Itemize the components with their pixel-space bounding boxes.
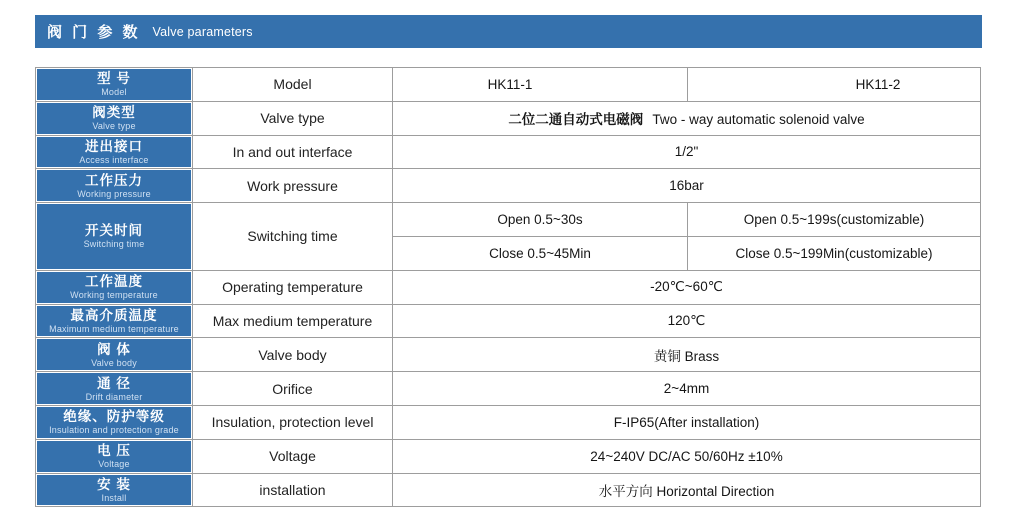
- zh-label: 阀 体: [97, 341, 131, 357]
- cell-en-working-temperature: Operating temperature: [193, 270, 393, 304]
- zh-sublabel: Maximum medium temperature: [49, 323, 179, 334]
- zh-label: 工作压力: [85, 172, 143, 188]
- cell-en-switching-time: Switching time: [193, 203, 393, 271]
- cell-value-close-hk11-2: Close 0.5~199Min(customizable): [688, 236, 981, 270]
- cell-value-close-hk11-1: Close 0.5~45Min: [393, 236, 688, 270]
- zh-header-valve-body: [37, 339, 191, 370]
- cell-value-work-pressure: 16bar: [393, 169, 981, 203]
- cell-value-open-hk11-1: Open 0.5~30s: [393, 203, 688, 237]
- row-work-pressure: [36, 169, 981, 203]
- row-orifice: [36, 372, 981, 406]
- row-insulation: [36, 405, 981, 439]
- cell-zh-model: [36, 68, 193, 102]
- row-model: [36, 68, 981, 102]
- row-valve-body: [36, 338, 981, 372]
- cell-en-work-pressure: Work pressure: [193, 169, 393, 203]
- zh-header-voltage: [37, 441, 191, 472]
- cell-value-voltage: 24~240V DC/AC 50/60Hz ±10%: [393, 439, 981, 473]
- zh-label: 开关时间: [85, 223, 143, 239]
- zh-sublabel: Access interface: [79, 154, 149, 165]
- cell-value-working-temperature: -20℃~60℃: [393, 270, 981, 304]
- section-header: [35, 15, 982, 48]
- model-1-value: HK11-1: [487, 76, 533, 92]
- row-valve-type: [36, 101, 981, 135]
- model-2-value: HK11-2: [855, 76, 901, 92]
- zh-sublabel: Install: [101, 492, 127, 503]
- valve-parameters-table: [35, 67, 981, 507]
- section-title-en: Valve parameters: [152, 24, 253, 39]
- cell-en-orifice: Orifice: [193, 372, 393, 406]
- zh-header-model: [37, 69, 191, 100]
- row-working-temperature: [36, 270, 981, 304]
- zh-header-orifice: [37, 373, 191, 404]
- cell-value-insulation: F-IP65(After installation): [393, 405, 981, 439]
- cell-value-valve-body: 黄铜 Brass: [393, 338, 981, 372]
- cell-en-voltage: Voltage: [193, 439, 393, 473]
- cell-value-valve-type: [393, 101, 981, 135]
- cell-en-model: Model: [193, 68, 393, 102]
- zh-sublabel: Valve body: [91, 357, 137, 368]
- row-switching-time-open: [36, 203, 981, 237]
- zh-header-install: [37, 475, 191, 506]
- cell-en-valve-body: Valve body: [193, 338, 393, 372]
- zh-sublabel: Working pressure: [77, 188, 151, 199]
- row-interface: [36, 135, 981, 169]
- valve-type-value-en: Two - way automatic solenoid valve: [652, 112, 865, 128]
- cell-en-interface: In and out interface: [193, 135, 393, 169]
- cell-zh-insulation: [36, 405, 193, 439]
- cell-zh-orifice: [36, 372, 193, 406]
- cell-zh-valve-type: [36, 101, 193, 135]
- zh-header-valve-type: [37, 103, 191, 134]
- cell-zh-valve-body: [36, 338, 193, 372]
- cell-zh-working-temperature: [36, 270, 193, 304]
- cell-value-open-hk11-2: Open 0.5~199s(customizable): [688, 203, 981, 237]
- zh-header-work-pressure: [37, 170, 191, 201]
- section-title-zh: 阀 门 参 数: [47, 24, 141, 41]
- row-install: [36, 473, 981, 507]
- cell-value-install: 水平方向 Horizontal Direction: [393, 473, 981, 507]
- cell-zh-switching-time: [36, 203, 193, 271]
- cell-en-valve-type: Valve type: [193, 101, 393, 135]
- valve-type-value-zh: 二位二通自动式电磁阀: [508, 112, 644, 128]
- zh-sublabel: Drift diameter: [85, 391, 143, 402]
- cell-zh-install: [36, 473, 193, 507]
- row-max-medium-temperature: [36, 304, 981, 338]
- zh-label: 最高介质温度: [70, 307, 158, 323]
- zh-header-working-temperature: [37, 272, 191, 303]
- cell-value-interface: 1/2": [393, 135, 981, 169]
- zh-label: 绝缘、防护等级: [63, 409, 165, 425]
- cell-value-orifice: 2~4mm: [393, 372, 981, 406]
- cell-value-model-hk11-1: [393, 68, 688, 102]
- zh-label: 进出接口: [85, 138, 143, 154]
- cell-zh-work-pressure: [36, 169, 193, 203]
- cell-value-max-medium-temperature: 120℃: [393, 304, 981, 338]
- zh-sublabel: Valve type: [92, 121, 136, 132]
- zh-sublabel: Working temperature: [70, 290, 158, 301]
- row-voltage: [36, 439, 981, 473]
- cell-en-install: installation: [193, 473, 393, 507]
- zh-header-insulation: [37, 407, 191, 438]
- cell-value-model-hk11-2: [688, 68, 981, 102]
- zh-label: 电 压: [97, 443, 131, 459]
- cell-en-insulation: Insulation, protection level: [193, 405, 393, 439]
- zh-header-max-medium-temperature: [37, 306, 191, 337]
- zh-sublabel: Model: [101, 87, 127, 98]
- cell-zh-max-medium-temperature: [36, 304, 193, 338]
- zh-label: 阀类型: [92, 105, 136, 121]
- cell-en-max-medium-temperature: Max medium temperature: [193, 304, 393, 338]
- zh-sublabel: Switching time: [83, 239, 145, 250]
- cell-zh-voltage: [36, 439, 193, 473]
- cell-zh-interface: [36, 135, 193, 169]
- zh-header-interface: [37, 137, 191, 168]
- zh-sublabel: Insulation and protection grade: [49, 425, 179, 436]
- zh-header-switching-time: [37, 204, 191, 269]
- zh-sublabel: Voltage: [98, 459, 130, 470]
- zh-label: 工作温度: [85, 274, 143, 290]
- zh-label: 型 号: [97, 71, 131, 87]
- zh-label: 通 径: [97, 375, 131, 391]
- zh-label: 安 装: [97, 476, 131, 492]
